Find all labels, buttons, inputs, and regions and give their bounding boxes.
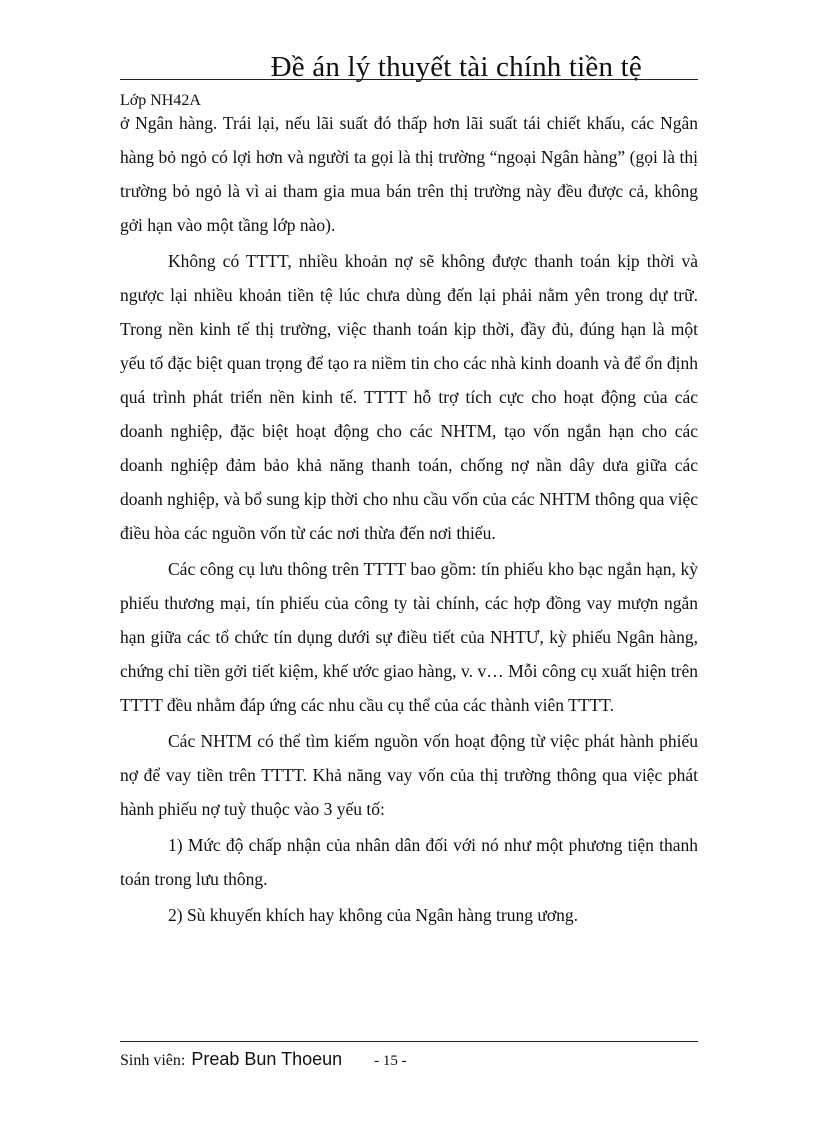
document-header-title: Đề án lý thuyết tài chính tiền tệ xyxy=(270,51,642,83)
student-label: Sinh viên: xyxy=(120,1052,186,1069)
document-body xyxy=(120,106,698,934)
paragraph: Các NHTM có thể tìm kiếm nguồn vốn hoạt động từ việc phát hành phiếu nợ để vay tiền trên TTTT. Khả năng vay vốn của thị trường thông qua việc phát hành phiếu nợ tuỳ thuộc vào 3 yếu tố: xyxy=(120,731,698,819)
list-item-1: 1) Mức độ chấp nhận của nhân dân đối với nó như một phương tiện thanh toán trong lưu thông. xyxy=(120,835,698,889)
header-divider xyxy=(120,79,698,80)
paragraph: Không có TTTT, nhiều khoản nợ sẽ không được thanh toán kịp thời và ngược lại nhiều khoản tiền tệ lúc chưa dùng đến lại phải nằm yên trong dự trữ. Trong nền kinh tế thị trường, việc thanh toán kịp thời, đầy đủ, đúng hạn là một yếu tố đặc biệt quan trọng để tạo ra niềm tin cho các nhà kinh doanh và để ổn định quá trình phát triển nền kinh tế. TTTT hỗ trợ tích cực cho hoạt động của các doanh nghiệp, đặc biệt hoạt động cho các NHTM, tạo vốn ngắn hạn cho các doanh nghiệp đảm bảo khả năng thanh toán, chống nợ nần dây dưa giữa các doanh nghiệp, và bổ sung kịp thời cho nhu cầu vốn của các NHTM thông qua việc điều hòa các nguồn vốn từ các nơi thừa đến nơi thiếu. xyxy=(120,251,698,543)
page-footer xyxy=(120,1047,407,1073)
page-number: - 15 - xyxy=(374,1053,407,1069)
student-name: Preab Bun Thoeun xyxy=(191,1049,343,1069)
class-label: Lớp NH42A xyxy=(120,92,201,109)
paragraph-continuation: ở Ngân hàng. Trái lại, nếu lãi suất đó thấp hơn lãi suất tái chiết khấu, các Ngân hàng bỏ ngỏ có lợi hơn và người ta gọi là thị trường “ngoại Ngân hàng” (gọi là thị trường bỏ ngỏ là vì ai tham gia mua bán trên thị trường này đều được cả, không gởi hạn vào một tầng lớp nào). xyxy=(120,113,698,235)
paragraph: Các công cụ lưu thông trên TTTT bao gồm: tín phiếu kho bạc ngắn hạn, kỳ phiếu thương mại, tín phiếu của công ty tài chính, các hợp đồng vay mượn ngắn hạn giữa các tổ chức tín dụng dưới sự điều tiết của NHTƯ, kỳ phiếu Ngân hàng, chứng chỉ tiền gởi tiết kiệm, khế ước giao hàng, v. v… Mỗi công cụ xuất hiện trên TTTT đều nhằm đáp ứng các nhu cầu cụ thể của các thành viên TTTT. xyxy=(120,559,698,715)
footer-divider xyxy=(120,1041,698,1042)
list-item-2: 2) Sù khuyến khích hay không của Ngân hàng trung ương. xyxy=(168,905,578,925)
